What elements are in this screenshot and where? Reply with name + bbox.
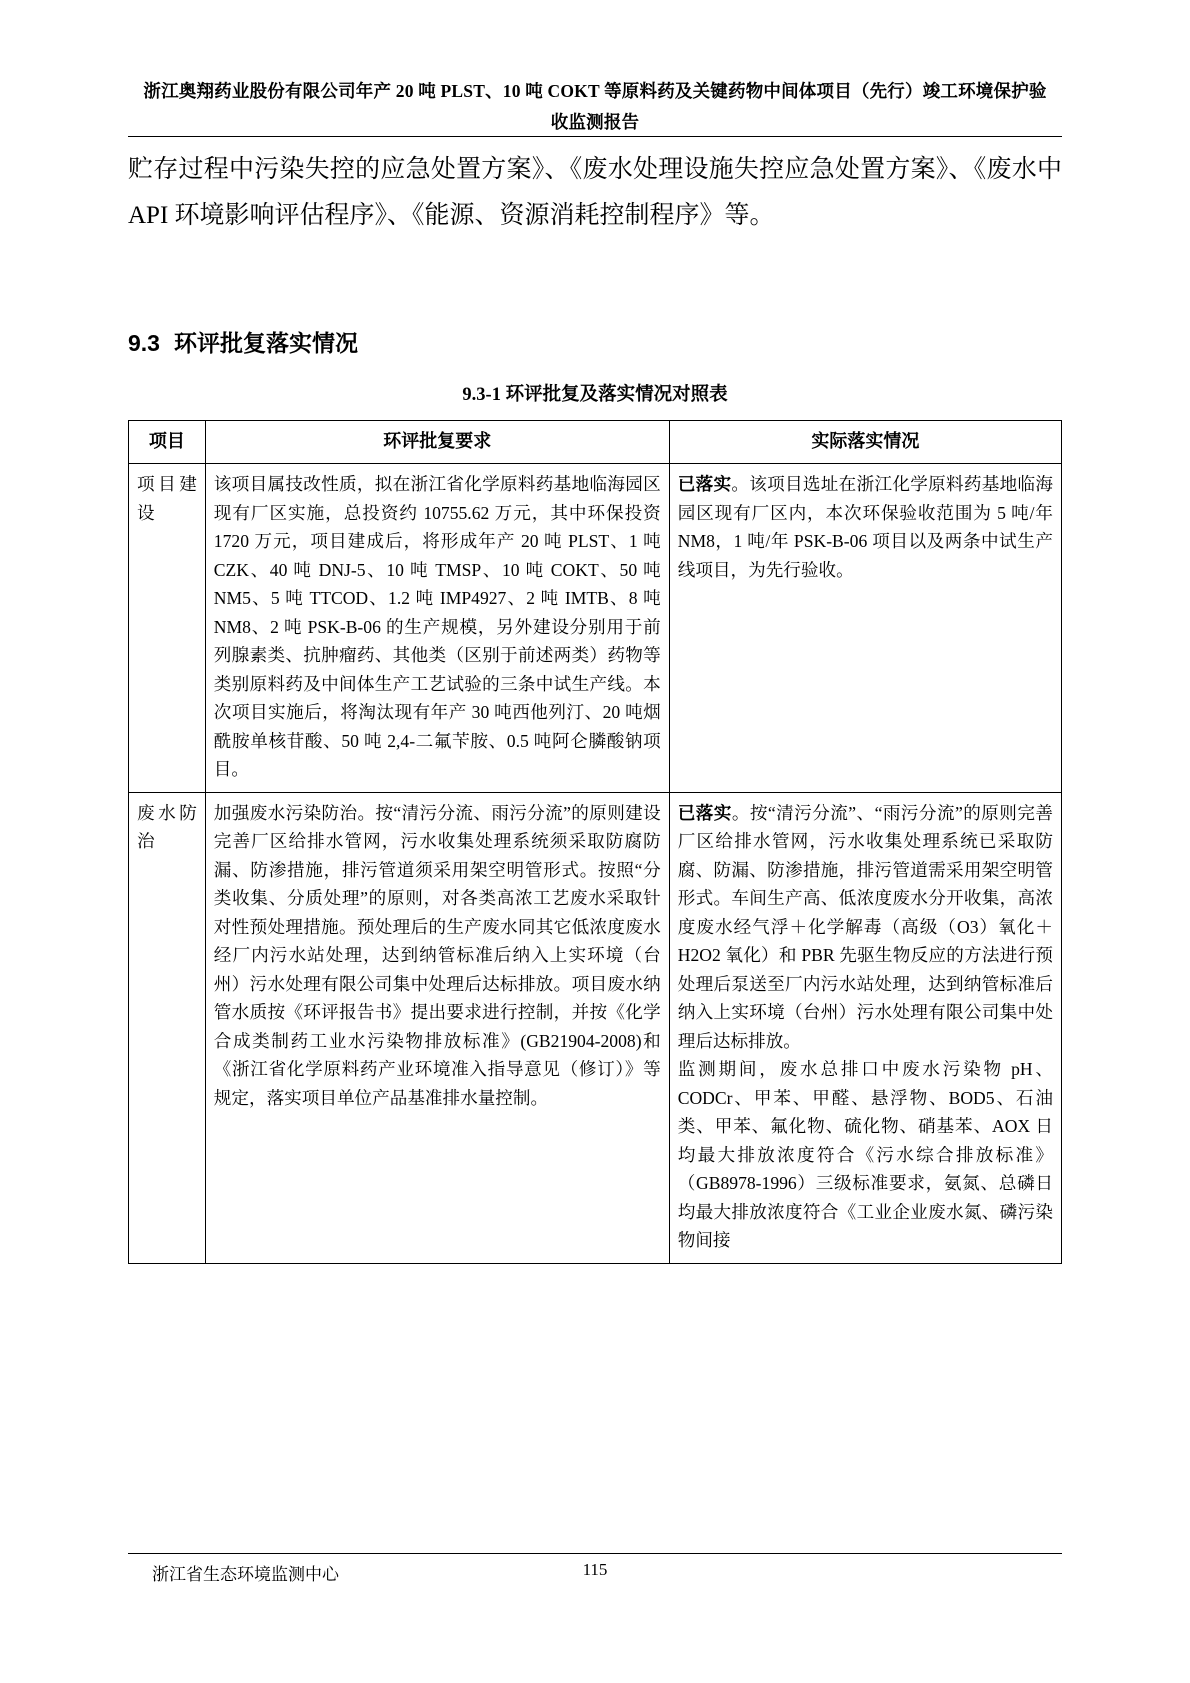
table-row [129, 792, 1062, 1263]
header-cell-actual: 实际落实情况 [669, 421, 1061, 464]
footer-organization: 浙江省生态环境监测中心 [152, 1565, 339, 1584]
row-actual-text-part1: 。按“清污分流”、“雨污分流”的原则完善厂区给排水管网，污水收集处理系统已采取防腐、防漏、防渗措施，排污管道需采用架空明管形式。车间生产高、低浓度废水分开收集，高浓度废水经气浮＋化学解毒（高级（O3）氧化＋H2O2 氧化）和 PBR 先驱生物反应的方法进行预处理后泵送至厂内污水站处理，达到纳管标准后纳入上实环境（台州）污水处理有限公司集中处理后达标排放。 [677, 802, 1053, 1051]
header-line-2: 收监测报告 [550, 111, 640, 132]
row-requirement: 该项目属技改性质，拟在浙江省化学原料药基地临海园区现有厂区实施，总投资约 10755.62 万元，其中环保投资 1720 万元，项目建成后，将形成年产 20 吨 PLST、1 吨 CZK、40 吨 DNJ-5、10 吨 TMSP、10 吨 COKT、50 吨 NM5、5 吨 TTCOD、1.2 吨 IMP4927、2 吨 IMTB、8 吨 NM8、2 吨 PSK-B-06 的生产规模，另外建设分别用于前列腺素类、抗肿瘤药、其他类（区别于前述两类）药物等类别原料药及中间体生产工艺试验的三条中试生产线。本次项目实施后，将淘汰现有年产 30 吨西他列汀、20 吨烟酰胺单核苷酸、50 吨 2,4-二氟苄胺、0.5 吨阿仑膦酸钠项目。 [205, 464, 669, 793]
table-caption: 9.3-1 环评批复及落实情况对照表 [462, 385, 728, 405]
section-number: 9.3 [128, 330, 160, 356]
row-actual-status: 已落实 [677, 474, 732, 494]
footer-page-number: 115 [582, 1560, 608, 1579]
comparison-table [128, 420, 1062, 1264]
row-actual [669, 792, 1061, 1263]
page-header [128, 76, 1062, 137]
row-actual-text-part2: 监测期间，废水总排口中废水污染物 pH、CODCr、甲苯、甲醛、悬浮物、BOD5、石油类、甲苯、氟化物、硫化物、硝基苯、AOX 日均最大排放浓度符合《污水综合排放标准》（GB8978-1996）三级标准要求，氨氮、总磷日均最大排放浓度符合《工业企业废水氮、磷污染物间接 [677, 1059, 1053, 1250]
header-cell-item: 项目 [129, 421, 206, 464]
header-line-1: 浙江奥翔药业股份有限公司年产 20 吨 PLST、10 吨 COKT 等原料药及关键药物中间体项目（先行）竣工环境保护验 [143, 81, 1047, 101]
section-title-text: 环评批复落实情况 [173, 330, 358, 356]
row-requirement: 加强废水污染防治。按“清污分流、雨污分流”的原则建设完善厂区给排水管网，污水收集处理系统须采取防腐防漏、防渗措施，排污管道须采用架空明管形式。按照“分类收集、分质处理”的原则，对各类高浓工艺废水采取针对性预处理措施。预处理后的生产废水同其它低浓度废水经厂内污水站处理，达到纳管标准后纳入上实环境（台州）污水处理有限公司集中处理后达标排放。项目废水纳管水质按《环评报告书》提出要求进行控制，并按《化学合成类制药工业水污染物排放标准》(GB21904-2008)和《浙江省化学原料药产业环境准入指导意见（修订）》等规定，落实项目单位产品基准排水量控制。 [205, 792, 669, 1263]
table-row [129, 464, 1062, 793]
section-heading [128, 325, 1062, 358]
body-paragraph: 贮存过程中污染失控的应急处置方案》、《废水处理设施失控应急处置方案》、《废水中 API 环境影响评估程序》、《能源、资源消耗控制程序》等。 [128, 156, 1062, 230]
row-item-label: 项目建设 [129, 464, 206, 793]
header-cell-requirement: 环评批复要求 [205, 421, 669, 464]
header-divider [128, 136, 1062, 137]
footer-divider [128, 1553, 1062, 1554]
row-actual-status: 已落实 [677, 802, 732, 823]
row-item-label: 废水防治 [129, 792, 206, 1263]
row-actual-text: 。该项目选址在浙江化学原料药基地临海园区现有厂区内，本次环保验收范围为 5 吨/年 NM8，1 吨/年 PSK-B-06 项目以及两条中试生产线项目，为先行验收。 [677, 474, 1053, 580]
row-actual [669, 464, 1061, 793]
table-header-row [129, 421, 1062, 464]
